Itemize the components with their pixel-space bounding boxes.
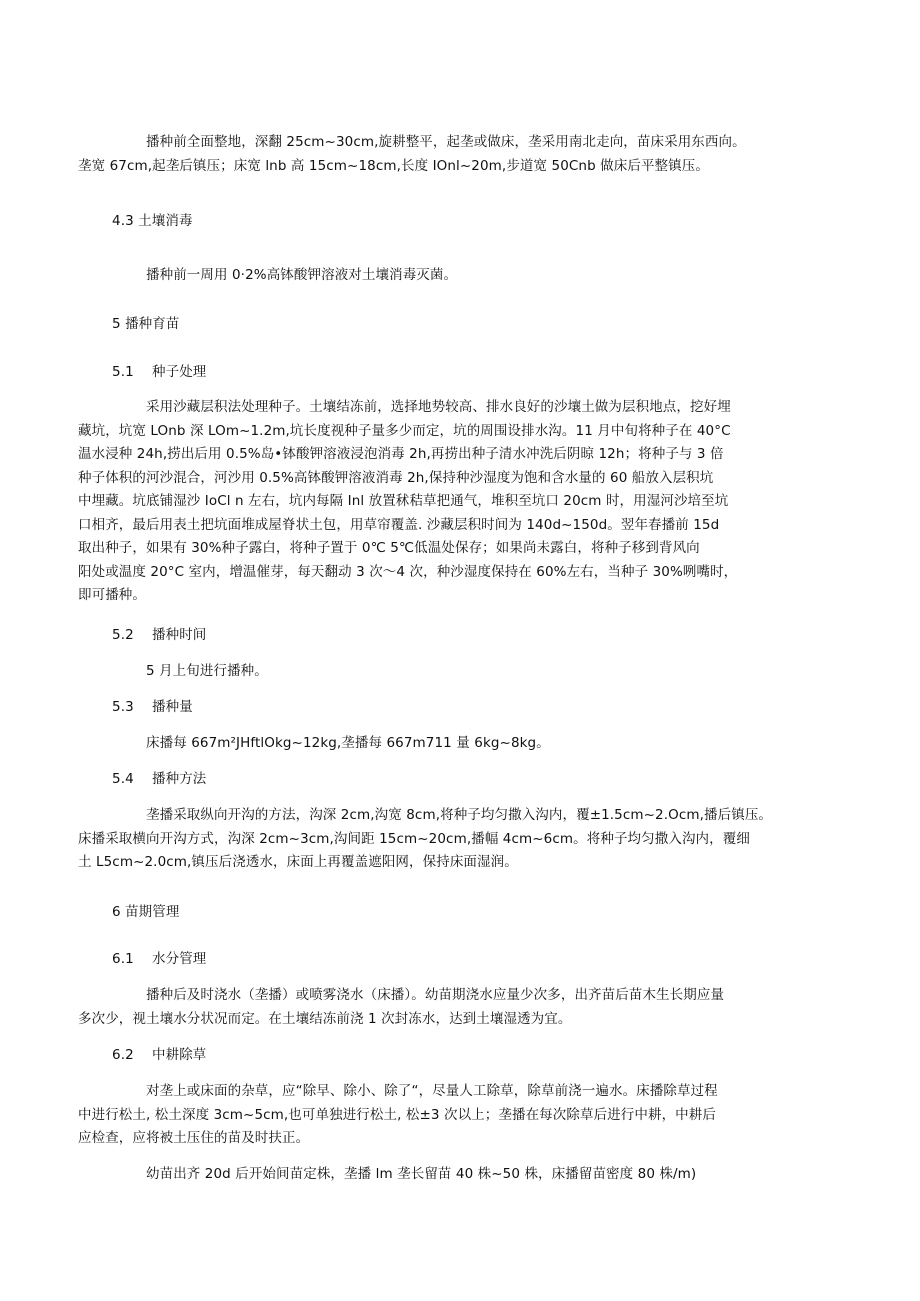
text-line: 土 L5cm~2.0cm,镇压后浇透水，床面上再覆盖遮阳网，保持床面湿润。 [78, 854, 518, 870]
text-line: 床播采取横向开沟方式，沟深 2cm~3cm,沟间距 15cm~20cm,播幅 4cm~6cm。将种子均匀撒入沟内，覆细 [78, 830, 750, 847]
paragraph-sowing-amount: 床播每 667m²JHftlOkg~12kg,垄播每 667m711 量 6kg~8kg。 [146, 735, 550, 751]
text-line: 藏坑，坑宽 LOnb 深 LOm~1.2m,坑长度视种子量多少而定，坑的周围设排水沟。11 月中旬将种子在 40°C [78, 422, 731, 439]
section-heading-5: 5 播种育苗 [112, 316, 180, 332]
text-line: 对垄上或床面的杂草，应“除早、除小、除了“，尽量人工除草，除草前浇一遍水。床播除草过程 [146, 1083, 718, 1099]
section-heading-5-4 [112, 768, 814, 792]
section-title: 种子处理 [152, 364, 207, 380]
text-line: 多次少，视土壤水分状况而定。在土壤结冻前浇 1 次封冻水，达到土壤湿透为宜。 [78, 1010, 572, 1027]
paragraph-seed-treatment [78, 396, 814, 608]
text-line: 温水浸种 24h,捞出后用 0.5%岛•钵酸钾溶液浸泡消毒 2h,再捞出种子清水冲洗后阴晾 12h；将种子与 3 倍 [78, 446, 724, 462]
section-heading-5-1 [112, 361, 814, 385]
section-heading-6-1 [112, 948, 814, 972]
section-heading-4-3: 4.3 土壤消毒 [112, 213, 193, 229]
text-line: 应检查，应将被土压住的苗及时扶正。 [78, 1130, 310, 1146]
paragraph-soil-preparation [78, 131, 814, 178]
text-line: 播种前全面整地，深翻 25cm~30cm,旋耕整平，起垄或做床，垄采用南北走向，苗床采用东西向。 [146, 134, 746, 150]
paragraph-weeding [78, 1080, 814, 1151]
section-heading-5-3 [112, 696, 814, 720]
text-line: 采用沙藏层积法处理种子。土壤结冻前，选择地势较高、排水良好的沙壤土做为层积地点，挖好埋 [146, 399, 731, 415]
section-number: 5.4 [112, 771, 134, 787]
section-title: 水分管理 [152, 951, 207, 967]
text-line: 中进行松土, 松土深度 3cm~5cm,也可单独进行松土, 松±3 次以上；垄播在每次除草后进行中耕，中耕后 [78, 1106, 716, 1123]
section-number: 6.2 [112, 1047, 134, 1063]
text-line: 阳处或温度 20°C 室内，增温催芽，每天翻动 3 次～4 次，种沙湿度保持在 60%左右，当种子 30%咧嘴时， [78, 563, 738, 580]
paragraph-thinning: 幼苗出齐 20d 后开始间苗定株，垄播 lm 垄长留苗 40 株~50 株，床播留苗密度 80 株/m) [146, 1166, 697, 1182]
text-line: 垄宽 67cm,起垄后镇压；床宽 lnb 高 15cm~18cm,长度 IOnl~20m,步道宽 50Cnb 做床后平整镇压。 [78, 157, 709, 174]
paragraph-sowing-time: 5 月上旬进行播种。 [146, 663, 268, 679]
text-line: 口相齐，最后用表土把坑面堆成屋脊状土包，用草帘覆盖. 沙藏层积时间为 140d~150d。翌年春播前 15d [78, 516, 720, 533]
section-number: 5.3 [112, 699, 134, 715]
text-line: 种子体积的河沙混合，河沙用 0.5%高钵酸钾溶液消毒 2h,保持种沙湿度为饱和含水量的 60 船放入层积坑 [78, 469, 714, 486]
text-line: 中埋藏。坑底铺湿沙 IoCl n 左右，坑内每隔 Inl 放置秫秸草把通气，堆积至坑口 20cm 时，用湿河沙培至坑 [78, 493, 729, 509]
paragraph-sowing-method [78, 804, 814, 875]
section-number: 6.1 [112, 951, 134, 967]
section-heading-6: 6 苗期管理 [112, 904, 180, 920]
section-title: 中耕除草 [152, 1047, 207, 1063]
paragraph-soil-disinfection: 播种前一周用 0·2%高钵酸钾溶液对土壤消毒灭菌。 [146, 267, 458, 283]
text-line: 取出种子，如果有 30%种子露白，将种子置于 0℃ 5℃低温处保存；如果尚未露白，将种子移到背风向 [78, 540, 700, 556]
section-title: 播种方法 [152, 771, 207, 787]
section-title: 播种时间 [152, 627, 207, 643]
paragraph-water-management [78, 984, 814, 1031]
section-number: 5.1 [112, 364, 134, 380]
section-heading-5-2 [112, 624, 814, 648]
text-line: 即可播种。 [78, 587, 146, 603]
text-line: 播种后及时浇水（垄播）或喷雾浇水（床播）。幼苗期浇水应量少次多，出齐苗后苗木生长期应量 [146, 987, 725, 1003]
section-title: 播种量 [152, 699, 193, 715]
text-line: 垄播采取纵向开沟的方法，沟深 2cm,沟宽 8cm,将种子均匀撒入沟内，覆±1.5cm~2.Ocm,播后镇压。 [146, 807, 773, 823]
section-number: 5.2 [112, 627, 134, 643]
section-heading-6-2 [112, 1044, 814, 1068]
